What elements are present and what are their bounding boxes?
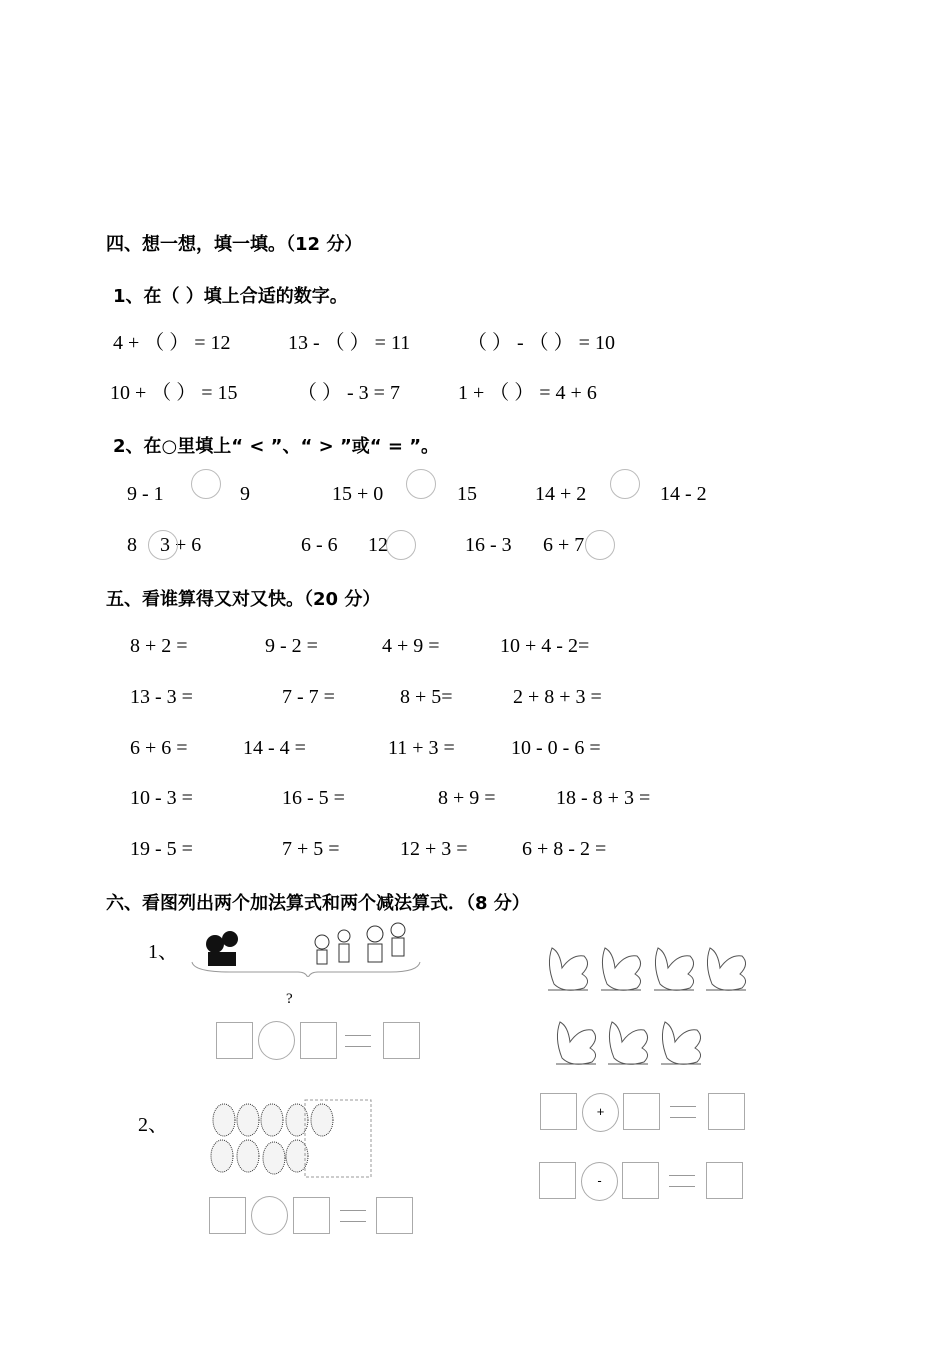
compare-circle[interactable] [191, 469, 221, 499]
compare-expression: 14 + 2 [535, 483, 587, 505]
answer-box[interactable] [706, 1162, 743, 1199]
answer-box[interactable] [300, 1022, 337, 1059]
compare-expression: 6 + 7 [543, 534, 585, 556]
q2-title: 2、在○里填上“ < ”、“ > ”或“ = ”。 [113, 436, 440, 457]
compare-circle[interactable] [585, 530, 615, 560]
answer-box[interactable] [293, 1197, 330, 1234]
compare-expression: 6 - 6 [301, 534, 338, 556]
compare-circle[interactable] [386, 530, 416, 560]
compare-expression: 9 - 1 [127, 483, 164, 505]
fill-blank-equation: 13 - （ ） = 11 [288, 332, 411, 354]
calculation-problem: 8 + 2 = [130, 635, 188, 657]
answer-box[interactable] [209, 1197, 246, 1234]
answer-box[interactable] [623, 1093, 660, 1130]
calculation-problem: 4 + 9 = [382, 635, 440, 657]
calculation-problem: 12 + 3 = [400, 838, 468, 860]
calculation-problem: 7 - 7 = [282, 686, 335, 708]
fill-blank-equation: 4 + （ ） = 12 [113, 332, 231, 354]
compare-expression: 14 - 2 [660, 483, 707, 505]
compare-expression: 16 - 3 [465, 534, 512, 556]
calculation-problem: 6 + 8 - 2 = [522, 838, 607, 860]
calculation-problem: 6 + 6 = [130, 737, 188, 759]
fill-blank-equation: （ ） - 3 = 7 [297, 382, 400, 404]
calculation-problem: 9 - 2 = [265, 635, 318, 657]
calculation-problem: 2 + 8 + 3 = [513, 686, 602, 708]
compare-circle[interactable] [610, 469, 640, 499]
answer-box[interactable] [539, 1162, 576, 1199]
equals-sign [345, 1035, 371, 1047]
operator-circle[interactable] [251, 1196, 288, 1235]
compare-expression: 3 + 6 [160, 534, 202, 556]
q1-title: 1、在（ ）填上合适的数字。 [113, 286, 348, 307]
calculation-problem: 10 - 3 = [130, 787, 193, 809]
calculation-problem: 11 + 3 = [388, 737, 455, 759]
q6-2-label: 2、 [138, 1114, 168, 1136]
calculation-problem: 8 + 5= [400, 686, 453, 708]
question-mark: ? [286, 991, 293, 1007]
answer-box[interactable] [383, 1022, 420, 1059]
calculation-problem: 19 - 5 = [130, 838, 193, 860]
compare-circle[interactable] [406, 469, 436, 499]
compare-expression: 8 [127, 534, 137, 556]
equals-sign [669, 1175, 695, 1187]
calculation-problem: 8 + 9 = [438, 787, 496, 809]
answer-box[interactable] [216, 1022, 253, 1059]
calculation-problem: 16 - 5 = [282, 787, 345, 809]
minus-circle: - [581, 1162, 618, 1201]
compare-expression: 9 [240, 483, 250, 505]
calculation-problem: 10 + 4 - 2= [500, 635, 590, 657]
calculation-problem: 10 - 0 - 6 = [511, 737, 601, 759]
answer-box[interactable] [540, 1093, 577, 1130]
calculation-problem: 14 - 4 = [243, 737, 306, 759]
equals-sign [340, 1210, 366, 1222]
fill-blank-equation: （ ） - （ ） = 10 [467, 332, 615, 354]
equals-sign [670, 1106, 696, 1118]
compare-expression: 12 [368, 534, 388, 556]
answer-box[interactable] [622, 1162, 659, 1199]
q6-1-label: 1、 [148, 941, 178, 963]
butterflies-picture [540, 940, 755, 1075]
fill-blank-equation: 10 + （ ） = 15 [110, 382, 238, 404]
compare-expression: 15 [457, 483, 477, 505]
calculation-problem: 18 - 8 + 3 = [556, 787, 651, 809]
strawberries-picture [208, 1098, 378, 1180]
section-6-title: 六、看图列出两个加法算式和两个减法算式．（8 分） [106, 893, 530, 914]
answer-box[interactable] [708, 1093, 745, 1130]
answer-box[interactable] [376, 1197, 413, 1234]
compare-circle[interactable] [148, 530, 178, 560]
calculation-problem: 7 + 5 = [282, 838, 340, 860]
calculation-problem: 13 - 3 = [130, 686, 193, 708]
fill-blank-equation: 1 + （ ） = 4 + 6 [458, 382, 597, 404]
plus-circle: + [582, 1093, 619, 1132]
section-4-title: 四、想一想，填一填。（12 分） [106, 234, 363, 255]
compare-expression: 15 + 0 [332, 483, 384, 505]
operator-circle[interactable] [258, 1021, 295, 1060]
section-5-title: 五、看谁算得又对又快。（20 分） [106, 589, 381, 610]
children-picture [190, 922, 425, 977]
